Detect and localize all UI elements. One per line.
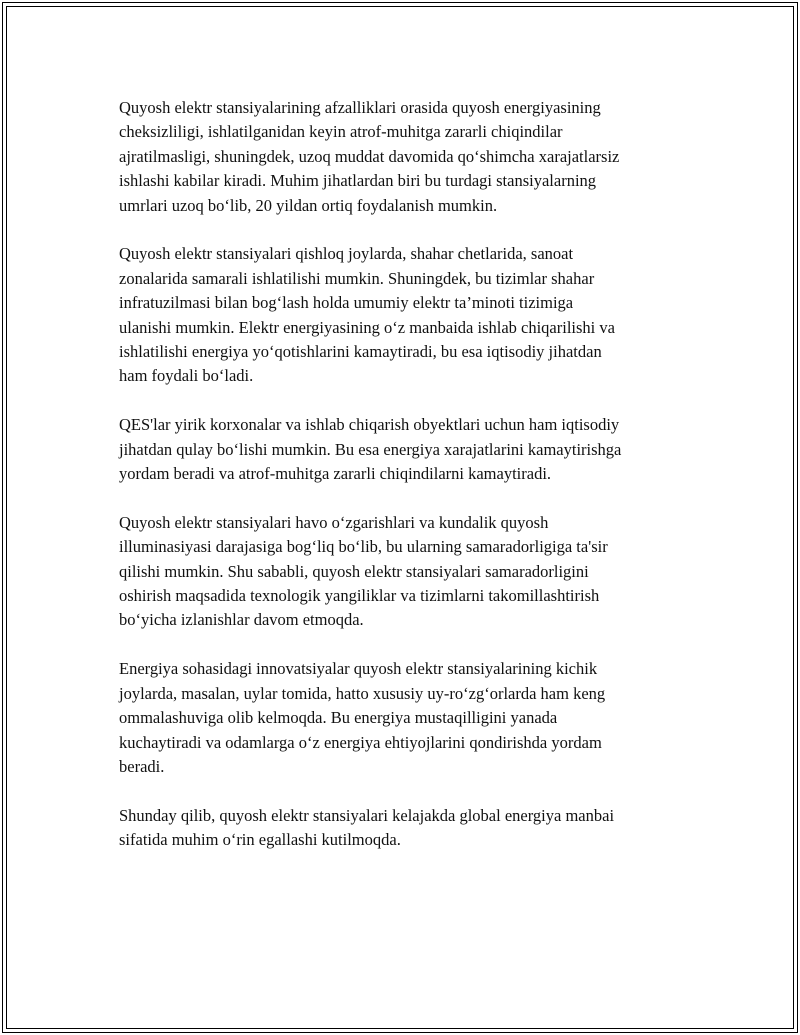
paragraph-5: Energiya sohasidagi innovatsiyalar quyosh elektr stansiyalarining kichik joylarda, masalan, uylar tomida, hatto xususiy uy-ro‘zg‘orlarda ham keng ommalashuviga olib kelmoqda. Bu energiya mustaqilligini yanada kuchaytiradi va odamlarga o‘z energiya ehtiyojlarini qondirishda yordam beradi.	[119, 659, 606, 776]
document-body	[119, 96, 699, 877]
paragraph-4: Quyosh elektr stansiyalari havo o‘zgarishlari va kundalik quyosh illuminasiyasi darajasiga bog‘liq bo‘lib, bu ularning samaradorligiga ta'sir qilishi mumkin. Shu sababli, quyosh elektr stansiyalari samaradorligini oshirish maqsadida texnologik yangiliklar va tizimlarni takomillashtirish bo‘yicha izlanishlar davom etmoqda.	[119, 512, 608, 630]
paragraph-2: Quyosh elektr stansiyalari qishloq joylarda, shahar chetlarida, sanoat zonalarida samarali ishlatilishi mumkin. Shuningdek, bu tizimlar shahar infratuzilmasi bilan bog‘lash holda umumiy elektr ta’minoti tizimiga ulanishi mumkin. Elektr energiyasining o‘z manbaida ishlab chiqarilishi va ishlatilishi energiya yo‘qotishlarini kamaytiradi, bu esa iqtisodiy jihatdan ham foydali bo‘ladi.	[119, 244, 615, 386]
paragraph-3: QES'lar yirik korxonalar va ishlab chiqarish obyektlari uchun ham iqtisodiy jihatdan qulay bo‘lishi mumkin. Bu esa energiya xarajatlarini kamaytirishga yordam beradi va atrof-muhitga zararli chiqindilarni kamaytiradi.	[119, 415, 622, 484]
paragraph-6: Shunday qilib, quyosh elektr stansiyalari kelajakda global energiya manbai sifatida muhim o‘rin egallashi kutilmoqda.	[119, 805, 615, 850]
paragraph-1: Quyosh elektr stansiyalarining afzalliklari orasida quyosh energiyasining cheksizliligi, ishlatilganidan keyin atrof-muhitga zararli chiqindilar ajratilmasligi, shuningdek, uzoq muddat davomida qo‘shimcha xarajatlarsiz ishlashi kabilar kiradi. Muhim jihatlardan biri bu turdagi stansiyalarning umrlari uzoq bo‘lib, 20 yildan ortiq foydalanish mumkin.	[119, 98, 620, 215]
document-page	[2, 2, 798, 1033]
